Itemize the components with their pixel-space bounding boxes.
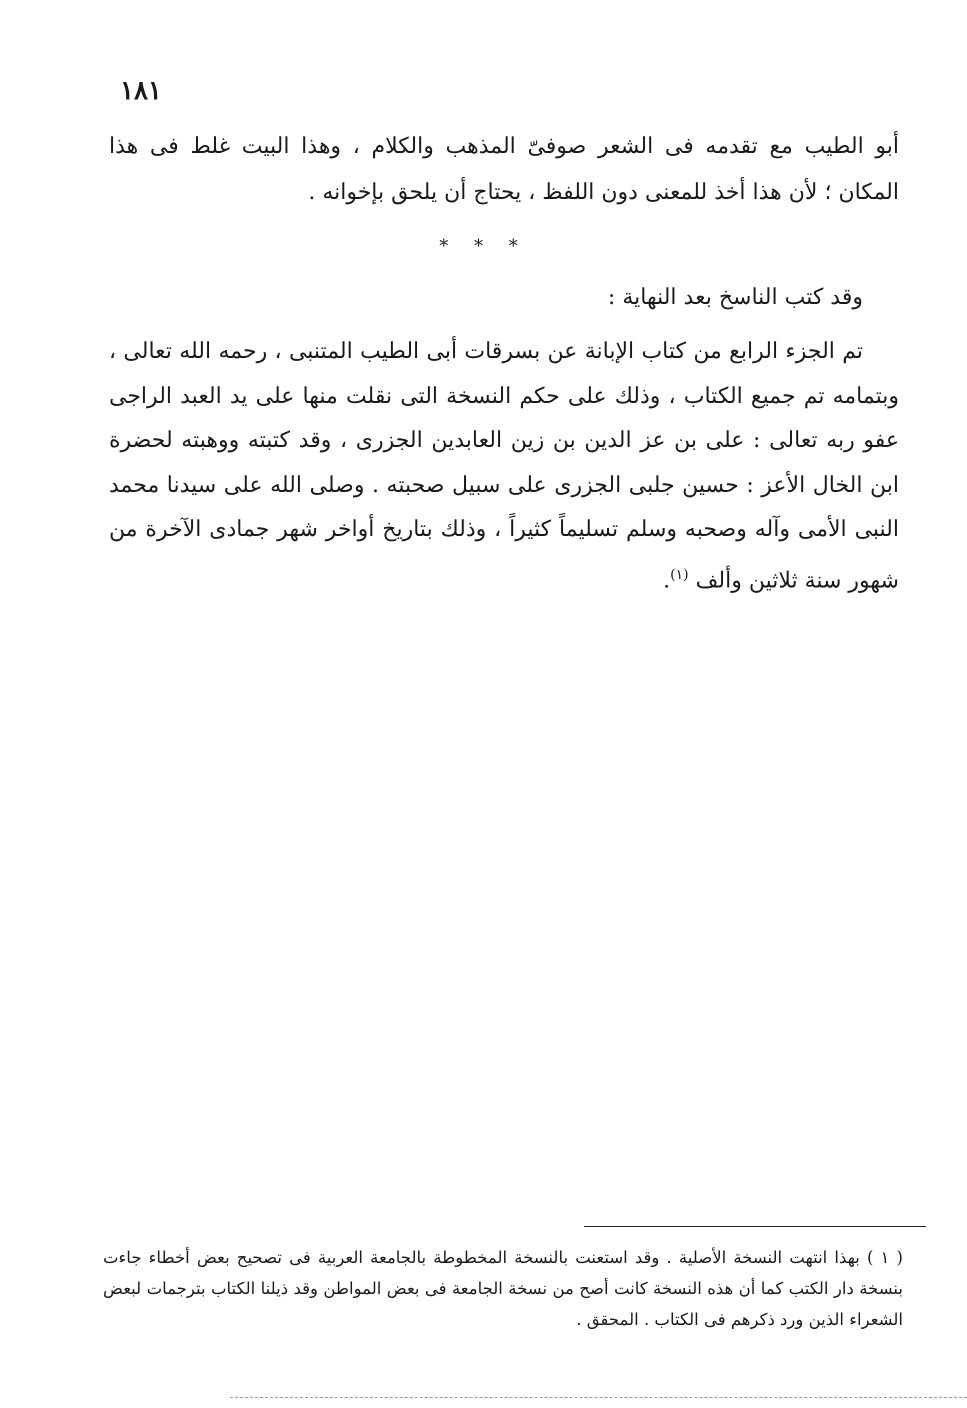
paragraph-2-wrapper xyxy=(109,330,899,603)
footnote-text: ( ١ ) بهذا انتهت النسخة الأصلية . وقد استعنت بالنسخة المخطوطة بالجامعة العربية فى تصحيح بعض أخطاء جاءت بنسخة دار الكتب كما أن هذه النسخة كانت أصح من نسخة الجامعة فى بعض المواطن وقد ذيلنا الكتاب بترجمات لبعض الشعراء الذين ورد ذكرهم فى الكتاب . المحقق . xyxy=(103,1248,903,1329)
page-number: ١٨١ xyxy=(120,76,162,106)
intro-line-text: وقد كتب الناسخ بعد النهاية : xyxy=(607,285,863,310)
scan-bottom-edge xyxy=(230,1397,967,1398)
footnote xyxy=(103,1242,903,1335)
footnote-divider xyxy=(584,1226,926,1227)
paragraph-1-text: أبو الطيب مع تقدمه فى الشعر صوفىّ المذهب والكلام ، وهذا البيت غلط فى هذا المكان ؛ لأن هذا أخذ للمعنى دون اللفظ ، يحتاج أن يلحق بإخوانه . xyxy=(109,134,899,205)
paragraph-2-text: تم الجزء الرابع من كتاب الإبانة عن بسرقات أبى الطيب المتنبى ، رحمه الله تعالى ، وبتمامه تم جميع الكتاب ، وذلك على حكم النسخة التى نقلت منها على يد العبد الراجى عفو ربه تعالى : على بن عز الدين بن زين العابدين الجزرى ، وقد كتبته ووهبته لحضرة ابن الخال الأعز : حسين جلبى الجزرى على سبيل صحبته . وصلى الله على سيدنا محمد النبى الأمى وآله وصحبه وسلم تسليماً كثيراً ، وذلك بتاريخ أواخر شهر جمادى الآخرة من شهور سنة ثلاثين وألف xyxy=(109,339,899,593)
intro-line xyxy=(109,276,899,320)
section-separator: * * * xyxy=(439,236,528,257)
body-paragraph-1 xyxy=(109,124,899,216)
paragraph-2-end: . xyxy=(663,567,671,593)
body-paragraph-2 xyxy=(109,330,899,603)
footnote-reference: (١) xyxy=(670,566,689,583)
